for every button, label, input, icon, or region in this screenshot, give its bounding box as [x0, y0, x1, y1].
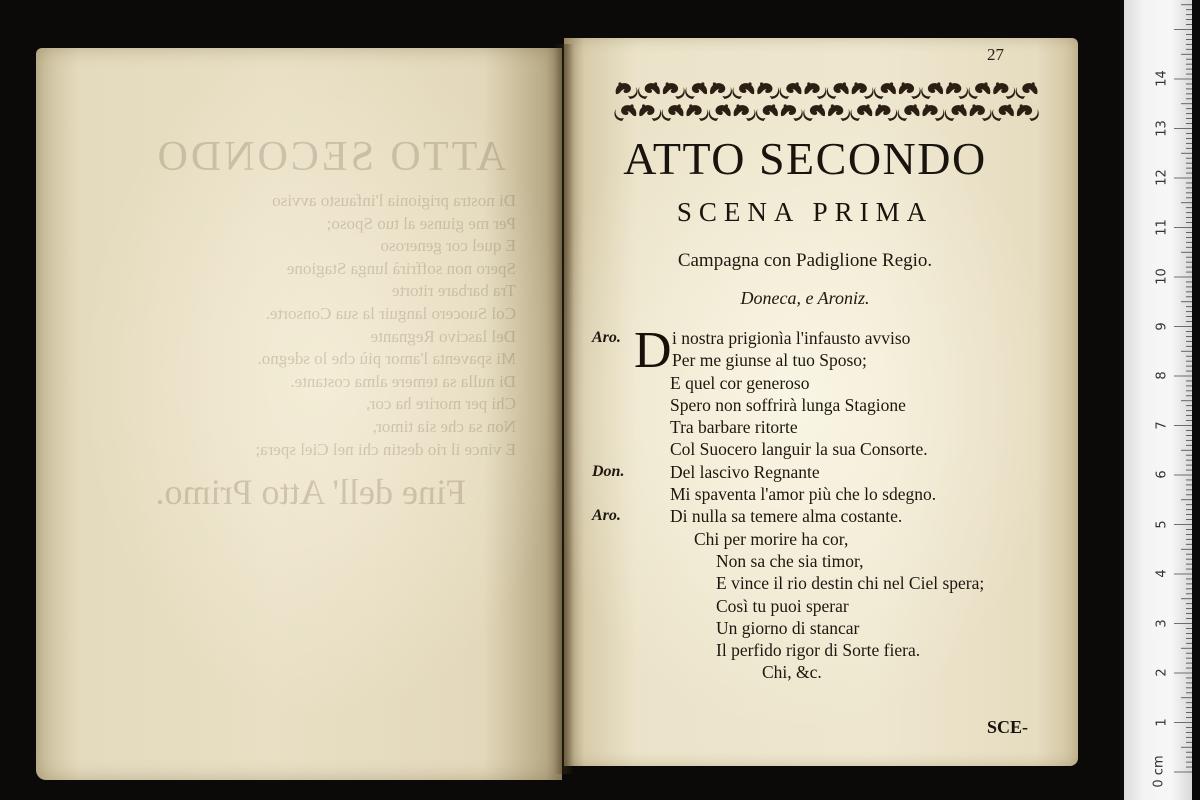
fleuron-ornament — [899, 82, 921, 99]
verse-text: Chi per morire ha cor, — [694, 528, 849, 549]
fleuron-ornament — [685, 82, 707, 99]
fleuron-ornament — [875, 104, 897, 121]
verse-block — [592, 322, 1052, 684]
verse-text: Col Suocero languir la sua Consorte. — [670, 439, 928, 460]
verse-line — [592, 572, 1052, 594]
verse-line — [592, 528, 1052, 550]
verse-text: i nostra prigionìa l'infausto avviso — [672, 328, 911, 348]
fleuron-ornament — [639, 104, 661, 121]
scene-title: SCENA PRIMA — [676, 197, 934, 227]
bleed-line: Spero non soffrirà lunga Stagione — [286, 258, 516, 278]
verse-text: Del lascivo Regnante — [670, 461, 820, 482]
verse-line — [592, 394, 1052, 416]
verse-line — [592, 595, 1052, 617]
left-page — [36, 48, 562, 780]
ruler-label: 11 — [1154, 218, 1170, 236]
verse-text: Spero non soffrirà lunga Stagione — [670, 394, 906, 415]
book-gutter — [554, 44, 574, 774]
ornament-border — [614, 78, 1044, 126]
fleuron-ornament — [614, 104, 636, 121]
verse-line — [592, 372, 1052, 394]
fleuron-ornament — [946, 82, 968, 99]
verse-text: Un giorno di stancar — [716, 617, 860, 638]
right-page — [564, 38, 1078, 766]
bleed-line: Per me giunse al tuo Sposo; — [326, 213, 516, 233]
ruler-label: 9 — [1154, 321, 1170, 331]
fleuron-ornament — [804, 82, 826, 99]
fleuron-ornament — [850, 104, 872, 121]
verse-text: Così tu puoi sperar — [716, 595, 849, 616]
fleuron-ornament — [756, 104, 778, 121]
catchword: SCE- — [986, 717, 1028, 737]
verse-line — [592, 349, 1052, 371]
bleed-line: Di nulla sa temere alma costante. — [290, 371, 516, 391]
verse-text: Tra barbare ritorte — [670, 417, 798, 438]
verse-line — [592, 416, 1052, 438]
fleuron-ornament — [709, 104, 731, 121]
verse-line — [592, 617, 1052, 639]
verse-line — [592, 438, 1052, 460]
ruler-label: 7 — [1154, 420, 1170, 430]
ruler-label: 6 — [1154, 470, 1170, 479]
fleuron-ornament — [992, 104, 1014, 121]
ruler-label: 2 — [1154, 668, 1170, 677]
speaker-label: Aro. — [592, 507, 621, 525]
characters-list: Doneca, e Aroniz. — [740, 288, 870, 308]
ruler-label: 5 — [1154, 519, 1170, 529]
fleuron-ornament — [780, 82, 802, 99]
fleuron-ornament — [781, 104, 803, 121]
bleed-heading: ATTO SECONDO — [154, 134, 506, 180]
bleed-line: Chi per morire ha cor, — [366, 394, 516, 414]
verse-line — [592, 483, 1052, 505]
ruler-label: 13 — [1154, 119, 1170, 137]
verse-line — [592, 505, 1052, 527]
drop-cap: D — [634, 322, 672, 379]
verse-text: E vince il rio destin chi nel Ciel spera; — [716, 573, 985, 594]
fleuron-ornament — [734, 104, 756, 121]
fleuron-ornament — [732, 82, 754, 99]
bleed-through-text — [76, 68, 546, 514]
fleuron-ornament — [686, 104, 708, 121]
open-book — [36, 38, 1078, 780]
bleed-line: Col Suocero languir la sua Consorte. — [265, 303, 516, 323]
fleuron-ornament — [970, 104, 992, 121]
fleuron-ornament — [638, 82, 660, 99]
verse-line — [592, 327, 1052, 349]
fleuron-ornament — [898, 104, 920, 121]
verse-text: Chi, &c. — [762, 662, 822, 683]
fleuron-ornament — [803, 104, 825, 121]
bleed-lines — [76, 190, 546, 461]
fleuron-ornament — [945, 104, 967, 121]
bleed-line: Tra barbare ritorte — [392, 281, 516, 301]
bleed-line: E vince il rio destin chi nel Ciel spera; — [255, 439, 516, 459]
page-number: 27 — [987, 45, 1004, 64]
verse-text: Mi spaventa l'amor più che lo sdegno. — [670, 484, 937, 505]
bleed-line: E quel cor generoso — [380, 236, 516, 256]
fleuron-ornament — [663, 82, 685, 99]
act-title: ATTO SECONDO — [623, 133, 987, 184]
speaker-label: Aro. — [592, 329, 621, 346]
verse-line — [592, 661, 1052, 683]
ruler-label: 12 — [1154, 169, 1170, 186]
verse-line — [592, 550, 1052, 572]
bleed-line: Di nostra prigionia l'infausto avviso — [272, 191, 516, 210]
fleuron-ornament — [662, 104, 684, 121]
verse-line — [592, 461, 1052, 483]
fleuron-ornament — [757, 82, 779, 99]
bleed-line: Del lascivo Regnante — [370, 326, 516, 346]
fleuron-ornament — [921, 82, 943, 99]
fleuron-ornament — [852, 82, 874, 99]
bleed-line: Mi spaventa l'amor più che lo sdegno. — [257, 349, 516, 369]
ruler-label: 1 — [1154, 717, 1170, 727]
bleed-fine: Fine dell' Atto Primo. — [155, 472, 466, 513]
ruler-label: 4 — [1154, 569, 1170, 578]
fleuron-ornament — [710, 82, 732, 99]
verse-text: Per me giunse al tuo Sposo; — [672, 350, 867, 371]
verse-line — [592, 639, 1052, 661]
fleuron-ornament — [874, 82, 896, 99]
bleed-line: Non sa che sia timor, — [372, 416, 516, 436]
fleuron-ornament — [827, 82, 849, 99]
verse-text: Di nulla sa temere alma costante. — [670, 506, 903, 527]
fleuron-ornament — [616, 82, 638, 99]
ruler-label: 10 — [1154, 268, 1170, 285]
verse-text: E quel cor generoso — [670, 372, 810, 393]
measurement-ruler — [1124, 0, 1192, 800]
ruler-label: 8 — [1154, 371, 1170, 380]
ruler-label: 0 cm — [1151, 755, 1167, 788]
speaker-label: Don. — [592, 462, 625, 480]
verse-text: Il perfido rigor di Sorte fiera. — [716, 640, 921, 661]
fleuron-ornament — [828, 104, 850, 121]
ruler-label: 3 — [1154, 618, 1170, 628]
fleuron-ornament — [1017, 104, 1039, 121]
fleuron-ornament — [1016, 82, 1038, 99]
fleuron-ornament — [993, 82, 1015, 99]
fleuron-ornament — [968, 82, 990, 99]
fleuron-ornament — [922, 104, 944, 121]
scene-setting: Campagna con Padiglione Regio. — [677, 250, 933, 271]
verse-text: Non sa che sia timor, — [716, 550, 864, 571]
ruler-label: 14 — [1154, 70, 1170, 87]
